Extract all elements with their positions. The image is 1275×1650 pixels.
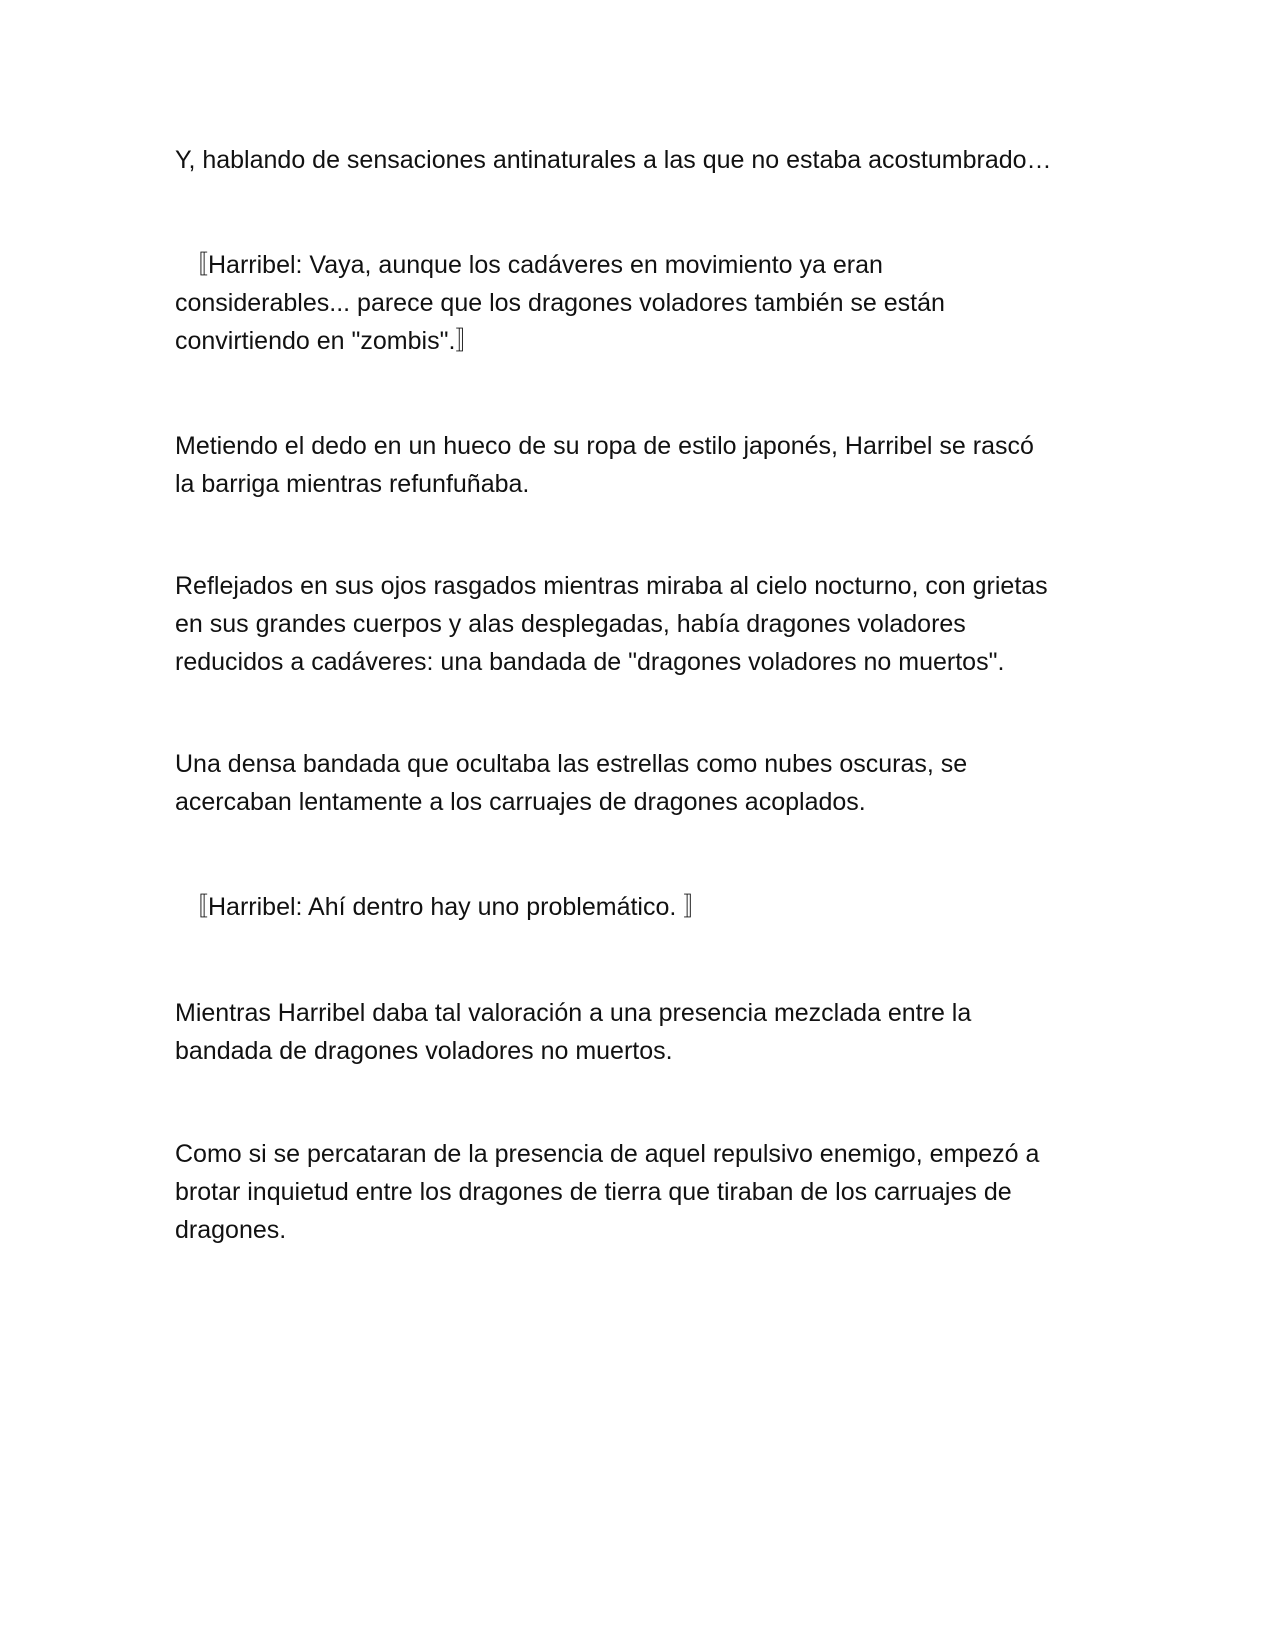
paragraph-5 bbox=[175, 745, 1105, 821]
paragraph-line: Reflejados en sus ojos rasgados mientras miraba al cielo nocturno, con grietas bbox=[175, 572, 1048, 600]
paragraph-line: Una densa bandada que ocultaba las estrellas como nubes oscuras, se bbox=[175, 750, 968, 778]
paragraph-line: Y, hablando de sensaciones antinaturales a las que no estaba acostumbrado… bbox=[175, 146, 1052, 174]
paragraph-line: considerables... parece que los dragones voladores también se están bbox=[175, 289, 945, 317]
paragraph-line: dragones. bbox=[175, 1216, 287, 1244]
paragraph-line: Mientras Harribel daba tal valoración a una presencia mezclada entre la bbox=[175, 999, 972, 1027]
paragraph-line: la barriga mientras refunfuñaba. bbox=[175, 470, 530, 498]
paragraph-line: Metiendo el dedo en un hueco de su ropa de estilo japonés, Harribel se rascó bbox=[175, 432, 1034, 460]
paragraph-line: bandada de dragones voladores no muertos. bbox=[175, 1037, 673, 1065]
dialogue-paragraph-1 bbox=[175, 246, 1105, 360]
dialogue-paragraph-2 bbox=[175, 888, 1105, 926]
paragraph-line: 〚Harribel: Vaya, aunque los cadáveres en movimiento ya eran bbox=[183, 251, 883, 279]
paragraph-line: acercaban lentamente a los carruajes de dragones acoplados. bbox=[175, 788, 866, 816]
paragraph-3 bbox=[175, 427, 1105, 503]
paragraph-line: Como si se percataran de la presencia de aquel repulsivo enemigo, empezó a bbox=[175, 1140, 1040, 1168]
paragraph-4 bbox=[175, 567, 1105, 681]
paragraph-line: brotar inquietud entre los dragones de tierra que tiraban de los carruajes de bbox=[175, 1178, 1012, 1206]
paragraph-line: 〚Harribel: Ahí dentro hay uno problemático. 〛 bbox=[183, 893, 709, 921]
paragraph-line: en sus grandes cuerpos y alas desplegadas, había dragones voladores bbox=[175, 610, 966, 638]
paragraph-1 bbox=[175, 141, 1105, 179]
paragraph-line: convirtiendo en "zombis".〛 bbox=[175, 327, 481, 355]
paragraph-8 bbox=[175, 1135, 1105, 1249]
paragraph-7 bbox=[175, 994, 1105, 1070]
paragraph-line: reducidos a cadáveres: una bandada de "dragones voladores no muertos". bbox=[175, 648, 1005, 676]
